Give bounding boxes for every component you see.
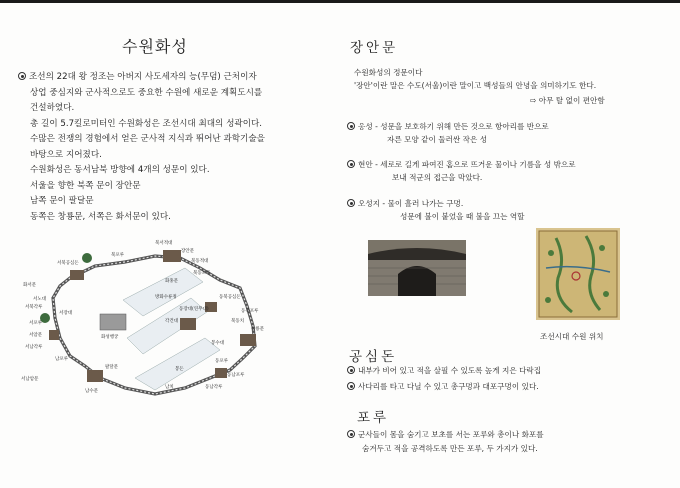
gate-photo [368, 240, 466, 296]
map-label: 화서문 [23, 283, 37, 288]
map-label: 서북각루 [25, 305, 43, 310]
page-title: 수원화성 [122, 37, 188, 56]
map-label: 팔달문 [105, 365, 119, 370]
bullet-icon [347, 122, 355, 130]
poru-line: 군사들이 몸을 숨기고 보초를 서는 포루와 총이나 화포를 [347, 428, 544, 441]
intro-line: 바탕으로 지어졌다. [30, 149, 102, 160]
old-map-image [536, 228, 620, 320]
intro-line: 동쪽은 창룡문, 서쪽은 화서문이 있다. [30, 211, 171, 222]
map-label: 서포루 [29, 321, 43, 326]
intro-line: 상업 중심지와 군사적으로도 중요한 수원에 새로운 계획도시를 [30, 87, 263, 98]
section-title-jangan: 장안문 [350, 40, 399, 56]
map-label: 화성행궁 [101, 335, 119, 340]
map-label: 서암문 [29, 333, 43, 338]
map-label: 북동적대 [191, 259, 209, 264]
ongseong-line: 자른 모양 같이 둘러싼 작은 성 [387, 135, 488, 144]
map-label: 동남각루 [205, 385, 223, 390]
bullet-icon [347, 160, 355, 168]
intro-line: 건설하였다. [30, 103, 75, 113]
map-label: 북포루 [111, 253, 125, 258]
map-label: 동북포루 [241, 309, 259, 314]
bullet-icon [347, 199, 355, 207]
bullet-icon [347, 430, 355, 438]
map-label: 각건대 [165, 319, 179, 324]
bullet-icon [347, 382, 355, 390]
ongseong-line: 옹성 - 성문을 보호하기 위해 만든 것으로 항아리를 반으로 [347, 120, 549, 133]
map-label: 남포루 [55, 357, 69, 362]
map-label: 동포루 [215, 359, 229, 364]
map-label: 서노대 [33, 297, 47, 302]
map-label: 장안문 [181, 249, 195, 254]
osungji-line: 성문에 불이 붙었을 때 불을 끄는 역할 [400, 212, 525, 221]
scan-edge [0, 0, 680, 3]
intro-text [18, 70, 265, 225]
intro-line: 조선의 22대 왕 정조는 아버지 사도세자의 능(무덤) 근처이자 [18, 70, 265, 86]
fortress-map-illustration [15, 238, 295, 398]
map-label: 동남포루 [227, 373, 245, 378]
poru-line: 숨겨두고 적을 공격하도록 만든 포루, 두 가지가 있다. [362, 444, 538, 453]
jangan-arrow-line: ⇨ 아무 탈 없이 편안함 [530, 96, 605, 105]
section-title-poru: 포루 [357, 410, 390, 426]
intro-line: 수많은 전쟁의 경험에서 얻은 군사적 지식과 뛰어난 과학기술을 [30, 134, 265, 144]
intro-line: 서울을 향한 북쪽 문이 장안문 [30, 180, 141, 191]
map-label: 북서적대 [155, 241, 173, 246]
gongsimdon-line: 사다리를 타고 다닐 수 있고 총구멍과 대포구멍이 있다. [347, 380, 539, 393]
map-label: 동북공심돈 [219, 295, 241, 300]
map-label: 창룡문 [251, 327, 265, 332]
jangan-line: 수원화성의 정문이다 [354, 68, 423, 77]
bullet-icon [18, 72, 26, 80]
intro-line: 총 길이 5.7킬로미터인 수원화성은 조선시대 최대의 성곽이다. [30, 118, 263, 129]
gongsimdon-line: 내부가 비어 있고 적을 살필 수 있도록 높게 지은 다락집 [347, 364, 541, 377]
map-label: 서남각루 [25, 345, 43, 350]
hyeonan-line: 현안 - 세로로 길게 파여진 홈으로 뜨거운 물이나 기름을 성 밖으로 [347, 158, 576, 171]
map-caption: 조선시대 수원 위치 [540, 332, 604, 341]
jangan-line: '장안'이란 말은 수도(서울)이란 말이고 백성들의 안녕을 의미하기도 한다. [354, 81, 597, 90]
map-label: 서장대 [59, 311, 73, 316]
section-title-gongsimdon: 공심돈 [349, 349, 398, 365]
map-label: 방화수류정 [155, 295, 177, 300]
map-label: 서남암문 [21, 377, 39, 382]
map-label: 북동치 [231, 319, 245, 324]
map-label: 봉수대 [211, 341, 225, 346]
osungji-line: 오성지 - 물이 흘러 나가는 구멍. [347, 197, 463, 210]
hyeonan-line: 보내 적군의 접근을 막았다. [392, 173, 483, 182]
intro-line: 수원화성은 동서남북 방향에 4개의 성문이 있다. [30, 165, 210, 175]
intro-line: 남쪽 문이 팔달문 [30, 196, 94, 206]
map-label: 북동포루 [193, 271, 211, 276]
map-label: 봉돈 [175, 367, 184, 372]
map-label: 서북공심돈 [57, 261, 79, 266]
map-label: 남수문 [85, 389, 99, 394]
bullet-icon [347, 366, 355, 374]
map-label: 화홍문 [165, 279, 179, 284]
map-label: 남치 [165, 385, 174, 390]
map-label: 동장대(연무대) [179, 307, 209, 312]
